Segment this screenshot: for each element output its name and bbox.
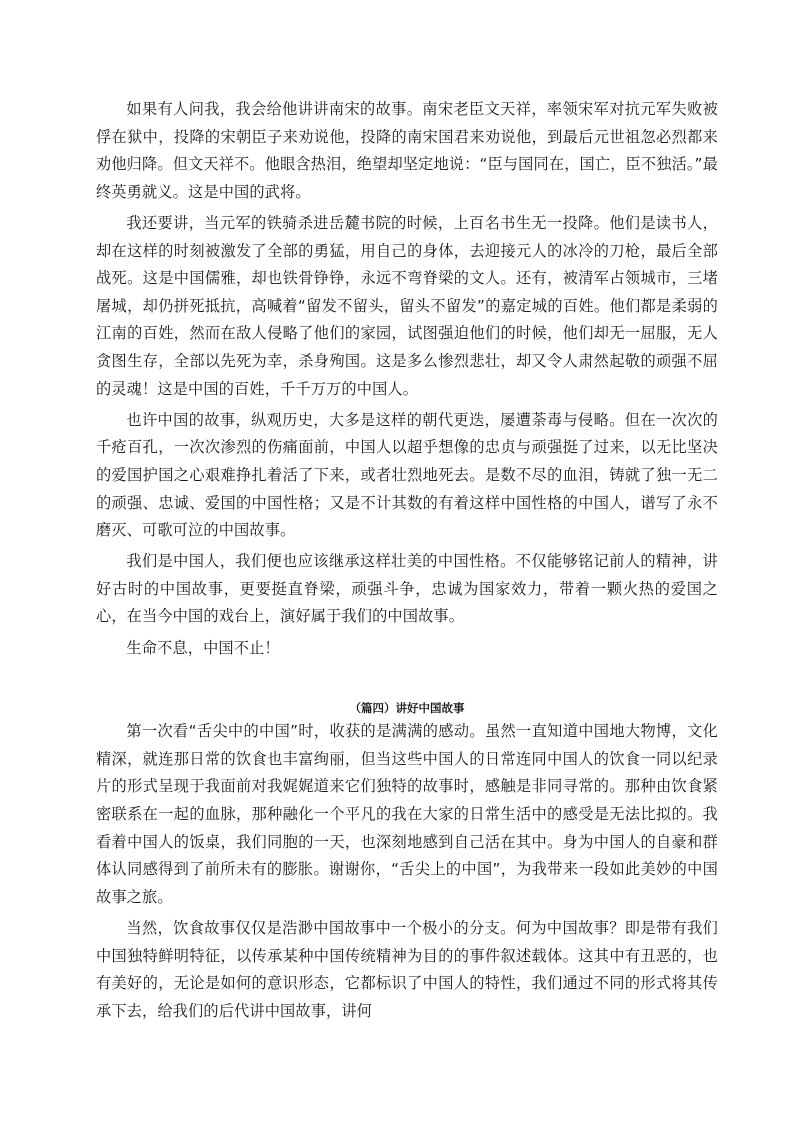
paragraph-tip-of-tongue: 第一次看“舌尖中的中国”时，收获的是满满的感动。虽然一直知道中国地大物博，文化精深，就连那日常的饮食也丰富绚丽，但当这些中国人的日常连同中国人的饮食一同以纪录片的形式呈现于我面前对我娓娓道来它们独特的故事时，感触是非同寻常的。那种由饮食紧密联系在一起的血脉，那种融化一个平凡的我在大家的日常生活中的感受是无法比拟的。我看着中国人的饭桌，我们同胞的一天，也深刻地感到自己活在其中。身为中国人的自豪和群体认同感得到了前所未有的膨胀。谢谢你，“舌尖上的中国”，为我带来一段如此美妙的中国故事之旅。 (96, 722, 718, 906)
paragraph-what-is-china-story: 当然，饮食故事仅仅是浩渺中国故事中一个极小的分支。何为中国故事？即是带有我们中国独特鲜明特征，以传承某种中国传统精神为目的的事件叙述载体。这其中有丑恶的，也有美好的，无论是如何的意识形态，它都标识了中国人的特性，我们通过不同的形式将其传承下去，给我们的后代讲中国故事，讲何 (96, 919, 718, 1020)
document-page (96, 96, 718, 1025)
paragraph-yuelu-academy-jiading: 我还要讲，当元军的铁骑杀进岳麓书院的时候，上百名书生无一投降。他们是读书人，却在这样的时刻被激发了全部的勇猛，用自己的身体，去迎接元人的冰冷的刀枪，最后全部战死。这是中国儒雅，却也铁骨铮铮，永远不弯脊梁的文人。还有，被清军占领城市，三堵屠城，却仍拼死抵抗，高喊着“留发不留头，留头不留发”的嘉定城的百姓。他们都是柔弱的江南的百姓，然而在敌人侵略了他们的家园，试图强迫他们的时候，他们却无一屈服，无人贪图生存，全部以先死为幸，杀身殉国。这是多么惨烈悲壮，却又令人肃然起敬的顽强不屈的灵魂！这是中国的百姓，千千万万的中国人。 (96, 213, 718, 398)
section-heading-part4: （篇四）讲好中国故事 (349, 701, 465, 716)
paragraph-inherit-character: 我们是中国人，我们便也应该继承这样壮美的中国性格。不仅能够铭记前人的精神，讲好古时的中国故事，更要挺直脊梁，顽强斗争，忠诚为国家效力，带着一颗火热的爱国之心，在当今中国的戏台上，演好属于我们的中国故事。 (96, 552, 718, 626)
paragraph-wen-tianxiang: 如果有人问我，我会给他讲讲南宋的故事。南宋老臣文天祥，率领宋军对抗元军失败被俘在狱中，投降的宋朝臣子来劝说他，投降的南宋国君来劝说他，到最后元世祖忽必烈都来劝他归降。但文天祥不。他眼含热泪，绝望却坚定地说：“臣与国同在，国亡，臣不独活。”最终英勇就义。这是中国的武将。 (96, 100, 718, 201)
paragraph-closing-line: 生命不息，中国不止！ (126, 638, 280, 657)
paragraph-chinese-character: 也许中国的故事，纵观历史，大多是这样的朝代更迭，屡遭荼毒与侵略。但在一次次的千疮百孔，一次次渗烈的伤痛面前，中国人以超乎想像的忠贞与顽强挺了过来，以无比坚决的爱国护国之心艰难挣扎着活了下来，或者壮烈地死去。是数不尽的血泪，铸就了独一无二的顽强、忠诚、爱国的中国性格；又是不计其数的有着这样中国性格的中国人，谱写了永不磨灭、可歌可泣的中国故事。 (96, 410, 718, 540)
